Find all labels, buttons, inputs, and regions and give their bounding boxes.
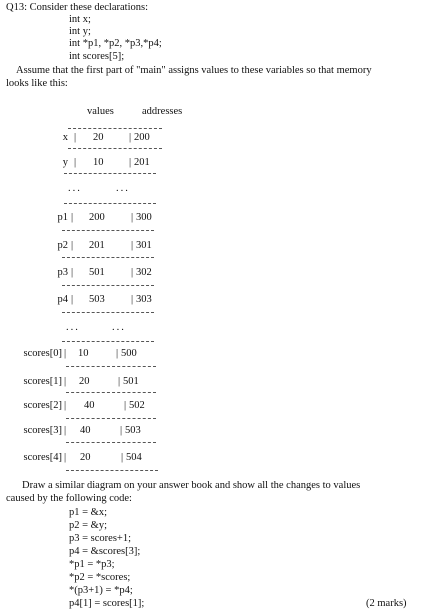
row-divider	[66, 418, 156, 419]
row-value-y: 10	[93, 157, 104, 168]
row-divider	[64, 203, 156, 204]
intro-text: looks like this:	[6, 78, 68, 89]
row-value-scores-4: 20	[80, 452, 91, 463]
row-separator: |	[74, 132, 77, 143]
row-separator: |	[121, 452, 124, 463]
row-label-scores-1: scores[1]	[23, 376, 62, 387]
row-separator: |	[74, 157, 77, 168]
row-value-p4: 503	[89, 294, 105, 305]
code-line: p2 = &y;	[69, 520, 108, 531]
row-value-scores-3: 40	[80, 425, 91, 436]
row-divider	[62, 341, 154, 342]
row-label-scores-4: scores[4]	[23, 452, 62, 463]
row-divider	[66, 470, 158, 471]
task-text: Draw a similar diagram on your answer book and show all the changes to values	[22, 480, 361, 491]
row-label-p1: p1	[57, 212, 68, 223]
row-label-p2: p2	[57, 240, 68, 251]
task-text: caused by the following code:	[6, 493, 132, 504]
ellipsis: ...	[116, 183, 130, 194]
marks-label: (2 marks)	[366, 598, 407, 609]
declaration-line: int scores[5];	[69, 51, 125, 62]
intro-text: Assume that the first part of "main" assigns values to these variables so that memory	[16, 65, 372, 76]
row-label-scores-0: scores[0]	[23, 348, 62, 359]
code-line: p4 = &scores[3];	[69, 546, 141, 557]
row-separator: |	[131, 212, 134, 223]
row-address-scores-3: 503	[125, 425, 141, 436]
row-separator: |	[131, 294, 134, 305]
row-separator: |	[71, 267, 74, 278]
row-address-x: 200	[134, 132, 150, 143]
row-value-x: 20	[93, 132, 104, 143]
ellipsis: ...	[112, 322, 126, 333]
declaration-line: int y;	[69, 26, 91, 37]
row-address-p3: 302	[136, 267, 152, 278]
row-label-scores-2: scores[2]	[23, 400, 62, 411]
code-line: p3 = scores+1;	[69, 533, 132, 544]
row-separator: |	[64, 425, 67, 436]
row-divider	[66, 392, 156, 393]
row-address-p2: 301	[136, 240, 152, 251]
row-label-p3: p3	[57, 267, 68, 278]
row-label-p4: p4	[57, 294, 68, 305]
row-separator: |	[64, 376, 67, 387]
row-value-p1: 200	[89, 212, 105, 223]
row-divider	[62, 257, 154, 258]
row-divider	[66, 442, 156, 443]
row-separator: |	[71, 212, 74, 223]
row-divider	[68, 148, 162, 149]
row-value-p2: 201	[89, 240, 105, 251]
row-label-y: y	[62, 157, 68, 168]
row-value-scores-2: 40	[84, 400, 95, 411]
code-line: p1 = &x;	[69, 507, 108, 518]
row-address-y: 201	[134, 157, 150, 168]
row-separator: |	[71, 240, 74, 251]
code-line: *p2 = *scores;	[69, 572, 131, 583]
row-separator: |	[120, 425, 123, 436]
row-divider	[62, 285, 154, 286]
row-separator: |	[129, 132, 132, 143]
row-label-scores-3: scores[3]	[23, 425, 62, 436]
row-separator: |	[129, 157, 132, 168]
row-address-scores-1: 501	[123, 376, 139, 387]
row-address-p4: 303	[136, 294, 152, 305]
row-separator: |	[118, 376, 121, 387]
row-address-scores-2: 502	[129, 400, 145, 411]
code-line: *p1 = *p3;	[69, 559, 115, 570]
ellipsis: ...	[68, 183, 82, 194]
row-divider	[66, 366, 156, 367]
row-separator: |	[131, 267, 134, 278]
row-value-scores-1: 20	[79, 376, 90, 387]
row-separator: |	[71, 294, 74, 305]
row-address-scores-4: 504	[126, 452, 142, 463]
row-separator: |	[124, 400, 127, 411]
values-column-header: values	[87, 106, 114, 117]
row-divider	[64, 173, 156, 174]
question-heading: Q13: Consider these declarations:	[6, 2, 149, 13]
row-divider	[62, 312, 154, 313]
row-address-scores-0: 500	[121, 348, 137, 359]
declaration-line: int *p1, *p2, *p3,*p4;	[69, 38, 162, 49]
code-line: p4[1] = scores[1];	[69, 598, 145, 609]
row-label-x: x	[62, 132, 68, 143]
code-line: *(p3+1) = *p4;	[69, 585, 133, 596]
row-separator: |	[64, 452, 67, 463]
row-value-p3: 501	[89, 267, 105, 278]
row-separator: |	[116, 348, 119, 359]
row-separator: |	[64, 400, 67, 411]
row-divider	[68, 128, 162, 129]
row-value-scores-0: 10	[78, 348, 89, 359]
declaration-line: int x;	[69, 14, 91, 25]
row-divider	[62, 230, 154, 231]
ellipsis: ...	[66, 322, 80, 333]
row-separator: |	[64, 348, 67, 359]
addresses-column-header: addresses	[142, 106, 183, 117]
row-separator: |	[131, 240, 134, 251]
row-address-p1: 300	[136, 212, 152, 223]
